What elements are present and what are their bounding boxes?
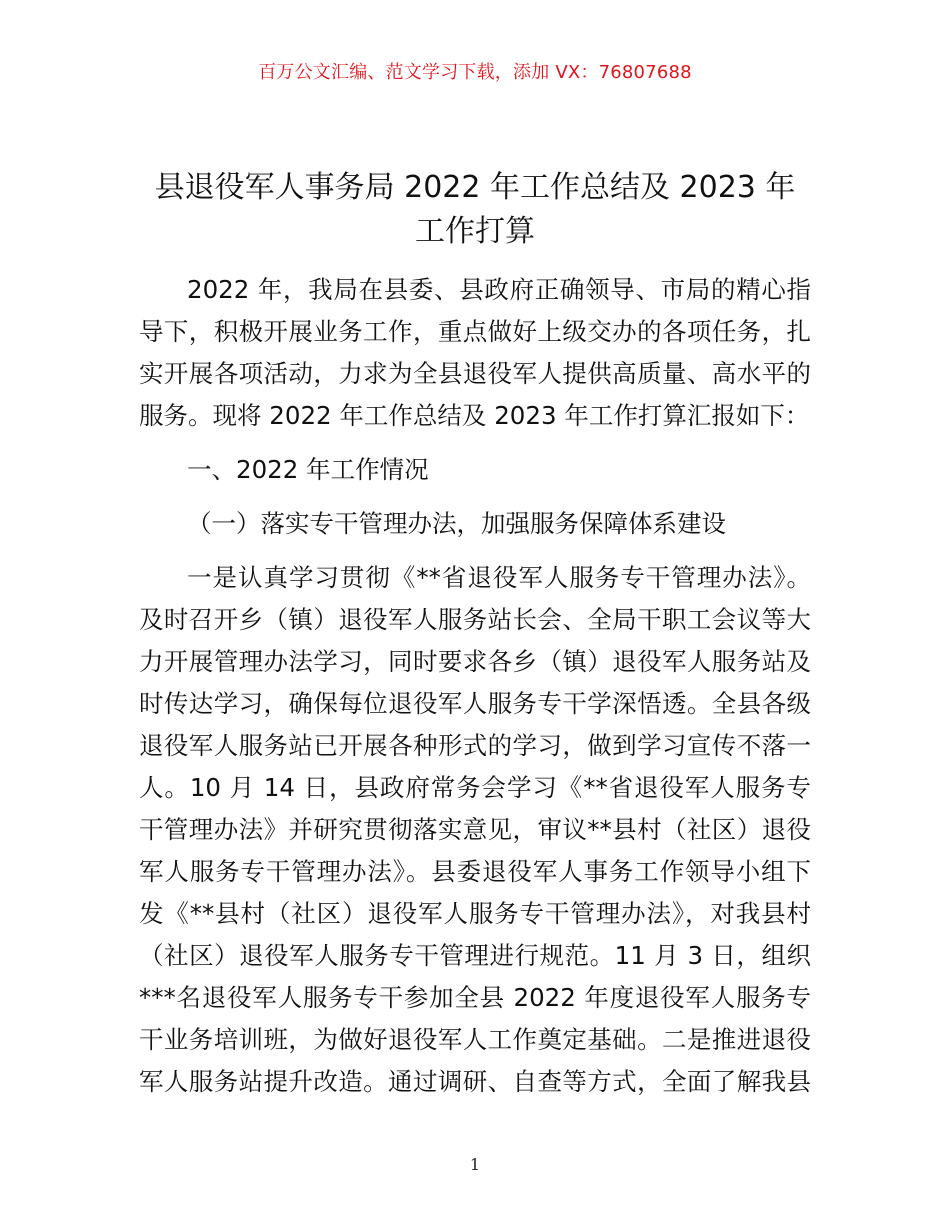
- body-line: 及时召开乡（镇）退役军人服务站长会、全局干职工会议等大: [139, 605, 811, 634]
- paragraph-intro-line: 2022 年，我局在县委、县政府正确领导、市局的精心指: [187, 275, 811, 304]
- page-number: 1: [469, 1155, 481, 1174]
- body-line: （社区）退役军人服务专干管理进行规范。11 月 3 日，组织: [139, 941, 811, 970]
- paragraph-intro-line: 实开展各项活动，力求为全县退役军人提供高质量、高水平的: [139, 359, 811, 388]
- body-line: ***名退役军人服务专干参加全县 2022 年度退役军人服务专: [139, 983, 811, 1012]
- body-line: 力开展管理办法学习，同时要求各乡（镇）退役军人服务站及: [139, 647, 811, 676]
- paragraph-intro-line: 服务。现将 2022 年工作总结及 2023 年工作打算汇报如下：: [139, 401, 810, 430]
- body-line: 人。10 月 14 日，县政府常务会学习《**省退役军人服务专: [139, 773, 811, 802]
- body-line: 一是认真学习贯彻《**省退役军人服务专干管理办法》。: [187, 563, 811, 592]
- section-heading-1: 一、2022 年工作情况: [187, 455, 429, 484]
- body-line: 退役军人服务站已开展各种形式的学习，做到学习宣传不落一: [139, 731, 811, 760]
- title-line-1: 县退役军人事务局 2022 年工作总结及 2023 年: [154, 170, 796, 205]
- subsection-heading-1: （一）落实专干管理办法，加强服务保障体系建设: [187, 509, 726, 538]
- body-line: 干业务培训班，为做好退役军人工作奠定基础。二是推进退役: [139, 1025, 811, 1054]
- body-line: 时传达学习，确保每位退役军人服务专干学深悟透。全县各级: [139, 689, 811, 718]
- body-line: 军人服务站提升改造。通过调研、自查等方式，全面了解我县: [139, 1067, 811, 1096]
- body-line: 干管理办法》并研究贯彻落实意见，审议**县村（社区）退役: [139, 815, 811, 844]
- body-line: 发《**县村（社区）退役军人服务专干管理办法》，对我县村: [139, 899, 811, 928]
- title-line-2: 工作打算: [415, 214, 535, 249]
- body-line: 军人服务专干管理办法》。县委退役军人事务工作领导小组下: [139, 857, 811, 886]
- header-banner: 百万公文汇编、范文学习下载，添加 VX：76807688: [258, 62, 692, 83]
- paragraph-intro-line: 导下，积极开展业务工作，重点做好上级交办的各项任务，扎: [139, 317, 811, 346]
